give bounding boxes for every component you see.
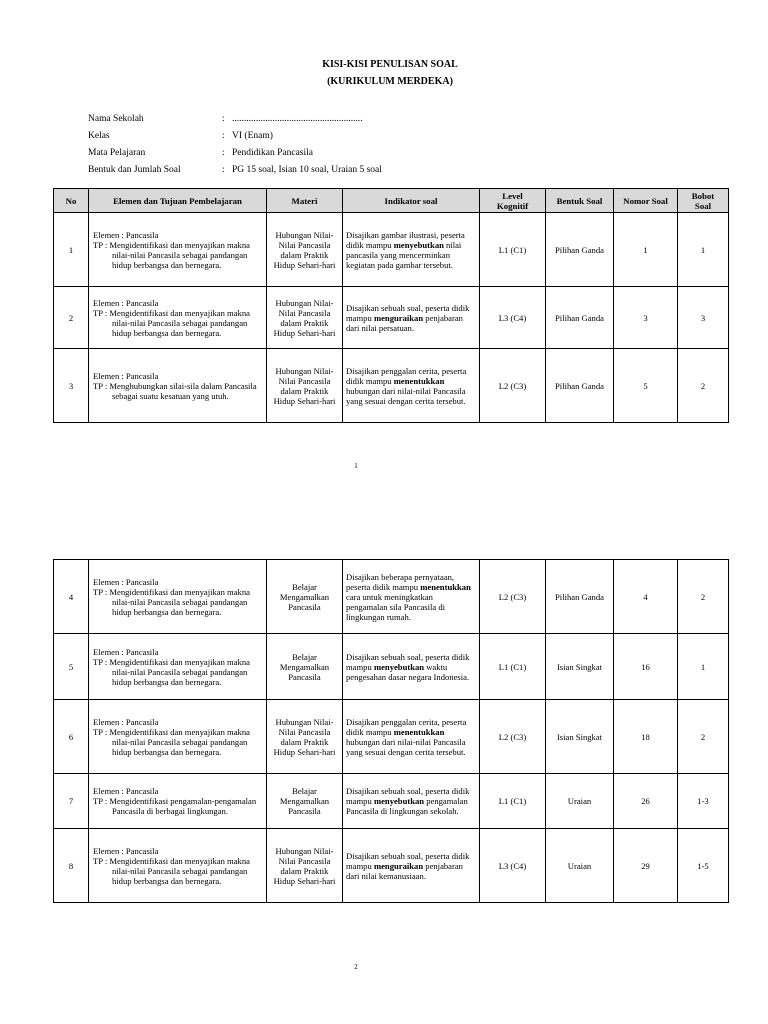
indikator-verb: menentukkan: [420, 581, 471, 592]
row-number: 1: [54, 213, 89, 287]
header-bobot-line1: Bobot: [691, 190, 715, 201]
info-value: PG 15 soal, Isian 10 soal, Uraian 5 soal: [232, 165, 382, 175]
tujuan-pembelajaran: TP : Mengidentifikasi dan menyajikan makna nilai-nilai Pancasila sebagai pandangan hidup berbangsa dan bernegara.: [93, 239, 250, 270]
tujuan-pembelajaran: TP : Menghubungkan silai-sila dalam Pancasila sebagai suatu kesatuan yang utuh.: [93, 380, 257, 401]
indikator-text: penjabaran dari nilai persatuan.: [346, 312, 463, 333]
indikator-text: Disajikan sebuah soal, peserta didik mampu: [346, 786, 470, 806]
nomor-soal-cell: 18: [614, 700, 678, 774]
indikator-cell: [343, 287, 480, 349]
header-materi: Materi: [267, 189, 343, 213]
nomor-soal-cell: 5: [614, 349, 678, 423]
indikator-cell: [343, 213, 480, 287]
elemen-cell: [89, 287, 267, 349]
tujuan-pembelajaran: TP : Mengidentifikasi pengamalan-pengamalan Pancasila di berbagai lingkungan.: [93, 796, 257, 816]
elemen-cell: [89, 349, 267, 423]
indikator-verb: menyebutkan: [373, 661, 425, 672]
elemen-label: Elemen : Pancasila: [93, 229, 159, 240]
level-kognitif-cell: L1 (C1): [480, 213, 546, 287]
indikator-cell: [343, 634, 480, 700]
header-level-line2: Kognitif: [496, 200, 529, 211]
materi-cell: Belajar Mengamalkan Pancasila: [267, 560, 343, 634]
level-kognitif-cell: L3 (C4): [480, 287, 546, 349]
row-number: 3: [54, 349, 89, 423]
tujuan-pembelajaran: TP : Mengidentifikasi dan menyajikan makna nilai-nilai Pancasila sebagai pandangan hidup berbangsa dan bernegara.: [93, 586, 250, 617]
elemen-cell: [89, 634, 267, 700]
nomor-soal-cell: 16: [614, 634, 678, 700]
elemen-cell: [89, 829, 267, 903]
elemen-cell: [89, 774, 267, 829]
page-number: 1: [354, 462, 358, 470]
level-kognitif-cell: L2 (C3): [480, 700, 546, 774]
info-separator: :: [222, 148, 225, 158]
document-title: KISI-KISI PENULISAN SOAL: [322, 59, 458, 70]
materi-cell: Hubungan Nilai-Nilai Pancasila dalam Praktik Hidup Sehari-hari: [267, 287, 343, 349]
indikator-text: Disajikan sebuah soal, peserta didik mampu: [346, 850, 470, 871]
header-elemen: Elemen dan Tujuan Pembelajaran: [89, 189, 267, 213]
bentuk-soal-cell: Pilihan Ganda: [546, 349, 614, 423]
table-row: [54, 634, 729, 700]
indikator-cell: [343, 774, 480, 829]
elemen-cell: [89, 560, 267, 634]
nomor-soal-cell: 29: [614, 829, 678, 903]
indikator-verb: menguraikan: [373, 312, 424, 323]
indikator-text: penjabaran dari nilai kemanusiaan.: [346, 860, 463, 881]
info-separator: :: [222, 114, 225, 124]
table-row: [54, 774, 729, 829]
page-number: 2: [354, 963, 358, 971]
indikator-text: cara untuk meningkatkan pengamalan sila Pancasila di lingkungan rumah.: [346, 591, 446, 622]
elemen-cell: [89, 213, 267, 287]
indikator-text: Disajikan gambar ilustrasi, peserta didik mampu: [346, 229, 465, 250]
info-label: Bentuk dan Jumlah Soal: [88, 165, 181, 175]
bobot-soal-cell: 1-3: [678, 774, 729, 829]
indikator-cell: [343, 349, 480, 423]
indikator-cell: [343, 560, 480, 634]
materi-cell: Hubungan Nilai-Nilai Pancasila dalam Praktik Hidup Sehari-hari: [267, 829, 343, 903]
bentuk-soal-cell: Isian Singkat: [546, 634, 614, 700]
header-level-line1: Level: [502, 190, 523, 201]
kisi-kisi-table-page-2: [53, 559, 729, 903]
bentuk-soal-cell: Pilihan Ganda: [546, 287, 614, 349]
info-separator: :: [222, 131, 225, 141]
info-value: .......................................................: [232, 114, 363, 124]
bentuk-soal-cell: Uraian: [546, 774, 614, 829]
elemen-cell: [89, 700, 267, 774]
bobot-soal-cell: 2: [678, 560, 729, 634]
materi-cell: Belajar Mengamalkan Pancasila: [267, 774, 343, 829]
row-number: 2: [54, 287, 89, 349]
indikator-verb: menguraikan: [373, 860, 424, 871]
header-level: [480, 189, 546, 213]
level-kognitif-cell: L1 (C1): [480, 634, 546, 700]
tujuan-pembelajaran: TP : Mengidentifikasi dan menyajikan makna nilai-nilai Pancasila sebagai pandangan hidup berbangsa dan bernegara.: [93, 726, 250, 757]
indikator-verb: menyebutkan: [373, 796, 425, 806]
bobot-soal-cell: 1-5: [678, 829, 729, 903]
elemen-label: Elemen : Pancasila: [93, 576, 159, 587]
indikator-text: hubungan dari nilai-nilai Pancasila yang sesuai dengan cerita tersebut.: [346, 736, 466, 757]
bentuk-soal-cell: Pilihan Ganda: [546, 213, 614, 287]
indikator-text: Disajikan sebuah soal, peserta didik mampu: [346, 651, 470, 672]
tujuan-pembelajaran: TP : Mengidentifikasi dan menyajikan makna nilai-nilai Pancasila sebagai pandangan hidup berbangsa dan bernegara.: [93, 656, 250, 687]
header-bobot-line2: Soal: [694, 200, 712, 211]
row-number: 8: [54, 829, 89, 903]
bentuk-soal-cell: Pilihan Ganda: [546, 560, 614, 634]
level-kognitif-cell: L3 (C4): [480, 829, 546, 903]
level-kognitif-cell: L1 (C1): [480, 774, 546, 829]
materi-cell: Hubungan Nilai-Nilai Pancasila dalam Praktik Hidup Sehari-hari: [267, 349, 343, 423]
table-row: [54, 349, 729, 423]
indikator-text: Disajikan beberapa pernyataan, peserta didik mampu: [346, 571, 455, 592]
indikator-text: waktu pengesahan dasar negara Indonesia.: [346, 661, 470, 682]
bobot-soal-cell: 2: [678, 700, 729, 774]
header-bobot: [678, 189, 729, 213]
indikator-text: Disajikan sebuah soal, peserta didik mampu: [346, 302, 470, 323]
row-number: 6: [54, 700, 89, 774]
indikator-verb: menyebutkan: [393, 239, 444, 250]
indikator-verb: menentukkan: [393, 726, 445, 737]
indikator-verb: menentukkan: [393, 375, 445, 386]
indikator-cell: [343, 829, 480, 903]
row-number: 5: [54, 634, 89, 700]
nomor-soal-cell: 3: [614, 287, 678, 349]
info-label: Nama Sekolah: [88, 114, 144, 124]
table-header-row: [54, 189, 729, 213]
bobot-soal-cell: 3: [678, 287, 729, 349]
nomor-soal-cell: 4: [614, 560, 678, 634]
elemen-label: Elemen : Pancasila: [93, 646, 159, 657]
header-indikator: Indikator soal: [343, 189, 480, 213]
indikator-cell: [343, 700, 480, 774]
level-kognitif-cell: L2 (C3): [480, 349, 546, 423]
materi-cell: Hubungan Nilai-Nilai Pancasila dalam Praktik Hidup Sehari-hari: [267, 213, 343, 287]
header-bentuk: Bentuk Soal: [546, 189, 614, 213]
elemen-label: Elemen : Pancasila: [93, 370, 159, 381]
table-row: [54, 560, 729, 634]
table-row: [54, 829, 729, 903]
header-no: No: [54, 189, 89, 213]
bentuk-soal-cell: Uraian: [546, 829, 614, 903]
materi-cell: Belajar Mengamalkan Pancasila: [267, 634, 343, 700]
kisi-kisi-table-page-1: [53, 188, 729, 423]
tujuan-pembelajaran: TP : Mengidentifikasi dan menyajikan makna nilai-nilai Pancasila sebagai pandangan hidup berbangsa dan bernegara.: [93, 307, 250, 338]
indikator-text: Disajikan penggalan cerita, peserta didik mampu: [346, 716, 467, 737]
bobot-soal-cell: 1: [678, 213, 729, 287]
bobot-soal-cell: 1: [678, 634, 729, 700]
indikator-text: nilai pancasila yang mencerminkan kegiatan pada gambar tersebut.: [346, 239, 462, 270]
info-label: Kelas: [88, 131, 110, 141]
document-subtitle: (KURIKULUM MERDEKA): [327, 76, 453, 87]
elemen-label: Elemen : Pancasila: [93, 786, 159, 796]
tujuan-pembelajaran: TP : Mengidentifikasi dan menyajikan makna nilai-nilai Pancasila sebagai pandangan hidup berbangsa dan bernegara.: [93, 855, 250, 886]
elemen-label: Elemen : Pancasila: [93, 297, 159, 308]
elemen-label: Elemen : Pancasila: [93, 845, 159, 856]
table-row: [54, 700, 729, 774]
indikator-text: Disajikan penggalan cerita, peserta didik mampu: [346, 365, 467, 386]
nomor-soal-cell: 26: [614, 774, 678, 829]
indikator-text: hubungan dari nilai-nilai Pancasila yang sesuai dengan cerita tersebut.: [346, 385, 466, 406]
header-nomor: Nomor Soal: [614, 189, 678, 213]
level-kognitif-cell: L2 (C3): [480, 560, 546, 634]
bentuk-soal-cell: Isian Singkat: [546, 700, 614, 774]
info-separator: :: [222, 165, 225, 175]
nomor-soal-cell: 1: [614, 213, 678, 287]
row-number: 4: [54, 560, 89, 634]
row-number: 7: [54, 774, 89, 829]
indikator-text: pengamalan Pancasila di lingkungan sekolah.: [346, 796, 468, 816]
table-row: [54, 213, 729, 287]
bobot-soal-cell: 2: [678, 349, 729, 423]
table-row: [54, 287, 729, 349]
elemen-label: Elemen : Pancasila: [93, 716, 159, 727]
info-label: Mata Pelajaran: [88, 148, 146, 158]
info-value: Pendidikan Pancasila: [232, 148, 313, 158]
info-value: VI (Enam): [232, 131, 273, 141]
materi-cell: Hubungan Nilai-Nilai Pancasila dalam Praktik Hidup Sehari-hari: [267, 700, 343, 774]
